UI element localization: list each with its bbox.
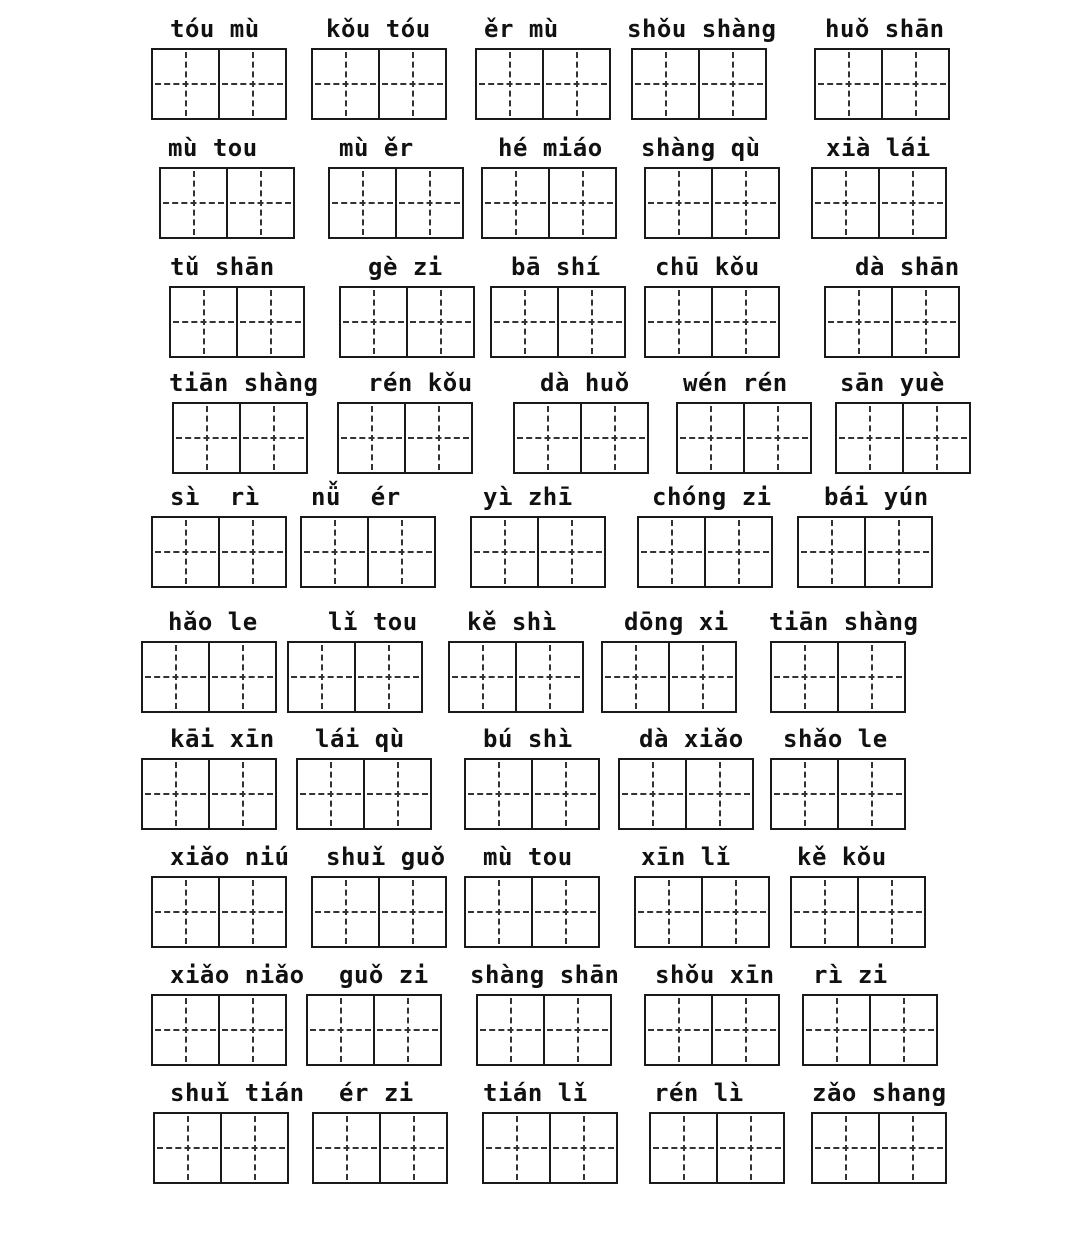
character-cell[interactable] [878,1114,945,1182]
word-item [295,722,455,834]
pinyin-label: xiǎo niǎo [170,961,305,989]
word-item [338,250,498,362]
character-cell[interactable] [308,996,373,1064]
character-cell[interactable] [314,1114,379,1182]
tianzige-box[interactable] [448,641,584,713]
character-cell[interactable] [174,404,239,472]
character-cell[interactable] [837,643,904,711]
character-cell[interactable] [813,169,878,237]
tianzige-box[interactable] [470,516,606,588]
word-item [447,605,607,717]
tianzige-box[interactable] [481,167,617,239]
character-cell[interactable] [772,643,837,711]
character-cell[interactable] [153,518,218,586]
pinyin-label: shàng shān [470,961,620,989]
tianzige-box[interactable] [476,994,612,1066]
character-cell[interactable] [153,50,218,118]
pinyin-label: guǒ zi [339,961,429,989]
tianzige-box[interactable] [306,994,442,1066]
tianzige-box[interactable] [811,1112,947,1184]
tianzige-box[interactable] [637,516,773,588]
pinyin-label: shàng qù [641,134,761,162]
character-cell[interactable] [603,643,668,711]
word-item [823,250,983,362]
tianzige-box[interactable] [644,167,780,239]
character-cell[interactable] [218,878,285,946]
character-cell[interactable] [881,50,948,118]
word-item [813,12,973,124]
word-item [150,958,310,1070]
word-item [600,605,760,717]
character-cell[interactable] [208,643,275,711]
pinyin-label: kāi xīn [170,725,275,753]
character-cell[interactable] [239,404,306,472]
character-cell[interactable] [557,288,624,356]
character-cell[interactable] [161,169,226,237]
tianzige-box[interactable] [151,876,287,948]
word-item [470,958,635,1070]
word-item [327,131,487,243]
character-cell[interactable] [636,878,701,946]
character-cell[interactable] [313,50,378,118]
character-cell[interactable] [478,996,543,1064]
word-item [336,366,496,478]
character-cell[interactable] [902,404,969,472]
tianzige-box[interactable] [482,1112,618,1184]
character-cell[interactable] [466,760,531,828]
character-cell[interactable] [685,760,752,828]
character-cell[interactable] [367,518,434,586]
character-cell[interactable] [646,996,711,1064]
word-item [474,12,634,124]
character-cell[interactable] [531,878,598,946]
character-cell[interactable] [515,404,580,472]
word-item [796,480,956,592]
pinyin-label: rì zi [813,961,888,989]
pinyin-label: bā shí [511,253,601,281]
character-cell[interactable] [379,1114,446,1182]
word-item [643,958,803,1070]
character-cell[interactable] [218,996,285,1064]
tianzige-box[interactable] [464,758,600,830]
tianzige-box[interactable] [811,167,947,239]
pinyin-label: sì rì [170,483,260,511]
word-item [305,958,465,1070]
pinyin-label: sān yuè [840,369,945,397]
word-item [810,1076,970,1188]
character-cell[interactable] [339,404,404,472]
tianzige-box[interactable] [644,286,780,358]
tianzige-box[interactable] [159,167,295,239]
character-cell[interactable] [711,169,778,237]
word-item [512,366,672,478]
pinyin-label: rén lì [654,1079,744,1107]
character-cell[interactable] [537,518,604,586]
pinyin-label: shuǐ guǒ [326,843,446,871]
word-item [801,958,961,1070]
tianzige-box[interactable] [328,167,464,239]
word-item [489,250,649,362]
pinyin-label: xiǎo niú [170,843,290,871]
character-cell[interactable] [220,1114,287,1182]
pinyin-label: lái qù [315,725,405,753]
character-cell[interactable] [701,878,768,946]
word-item [627,12,790,124]
word-item [648,1076,808,1188]
character-cell[interactable] [143,760,208,828]
tianzige-box[interactable] [634,876,770,948]
character-cell[interactable] [208,760,275,828]
pinyin-label: gè zi [368,253,443,281]
character-cell[interactable] [639,518,704,586]
pinyin-label: shǒu xīn [655,961,775,989]
word-item [299,480,459,592]
character-cell[interactable] [515,643,582,711]
tianzige-box[interactable] [339,286,475,358]
tianzige-box[interactable] [802,994,938,1066]
word-item [286,605,446,717]
character-cell[interactable] [826,288,891,356]
pinyin-label: zǎo shang [812,1079,947,1107]
character-cell[interactable] [218,518,285,586]
character-cell[interactable] [171,288,236,356]
tianzige-box[interactable] [475,48,611,120]
pinyin-label: mù tou [168,134,258,162]
word-item [463,722,623,834]
character-cell[interactable] [477,50,542,118]
character-cell[interactable] [354,643,421,711]
character-cell[interactable] [302,518,367,586]
character-cell[interactable] [313,878,378,946]
pinyin-label: tián lǐ [483,1079,588,1107]
character-cell[interactable] [236,288,303,356]
tianzige-box[interactable] [644,994,780,1066]
character-cell[interactable] [792,878,857,946]
tianzige-box[interactable] [337,402,473,474]
word-item [469,480,629,592]
pinyin-label: tǔ shān [170,253,275,281]
tianzige-box[interactable] [151,994,287,1066]
tianzige-box[interactable] [151,48,287,120]
pinyin-label: xīn lǐ [641,843,731,871]
character-cell[interactable] [548,169,615,237]
word-item [481,1076,641,1188]
character-cell[interactable] [542,50,609,118]
pinyin-label: rén kǒu [368,369,473,397]
character-cell[interactable] [218,50,285,118]
character-cell[interactable] [816,50,881,118]
character-cell[interactable] [704,518,771,586]
character-cell[interactable] [543,996,610,1064]
word-item [310,840,470,952]
character-cell[interactable] [363,760,430,828]
pinyin-label: dà xiǎo [639,725,744,753]
character-cell[interactable] [864,518,931,586]
word-item [675,366,835,478]
pinyin-label: lǐ tou [328,608,418,636]
pinyin-label: dà shān [855,253,960,281]
pinyin-label: tóu mù [170,15,260,43]
character-cell[interactable] [531,760,598,828]
tianzige-box[interactable] [601,641,737,713]
tianzige-box[interactable] [676,402,812,474]
tianzige-box[interactable] [153,1112,289,1184]
pinyin-label: kě kǒu [797,843,887,871]
word-item [769,722,929,834]
character-cell[interactable] [651,1114,716,1182]
tianzige-box[interactable] [141,641,277,713]
character-cell[interactable] [837,760,904,828]
tianzige-box[interactable] [770,758,906,830]
character-cell[interactable] [226,169,293,237]
character-cell[interactable] [804,996,869,1064]
character-cell[interactable] [711,288,778,356]
tianzige-box[interactable] [814,48,950,120]
character-cell[interactable] [668,643,735,711]
character-cell[interactable] [298,760,363,828]
pinyin-label: mù ěr [339,134,414,162]
character-cell[interactable] [373,996,440,1064]
tianzige-box[interactable] [311,48,447,120]
character-cell[interactable] [378,878,445,946]
pinyin-label: bái yún [824,483,929,511]
word-item [789,840,949,952]
character-cell[interactable] [878,169,945,237]
pinyin-label: bú shì [483,725,573,753]
pinyin-label: shǎo le [783,725,888,753]
character-cell[interactable] [466,878,531,946]
character-cell[interactable] [143,643,208,711]
pinyin-label: mù tou [483,843,573,871]
word-item [150,12,310,124]
character-cell[interactable] [406,288,473,356]
tianzige-box[interactable] [311,876,447,948]
character-cell[interactable] [153,996,218,1064]
word-item [150,480,310,592]
word-item [810,131,970,243]
character-cell[interactable] [620,760,685,828]
tianzige-box[interactable] [464,876,600,948]
pinyin-label: shǒu shàng [627,15,777,43]
pinyin-label: chóng zi [652,483,772,511]
character-cell[interactable] [484,1114,549,1182]
character-cell[interactable] [716,1114,783,1182]
tianzige-box[interactable] [169,286,305,358]
tianzige-box[interactable] [287,641,423,713]
pinyin-label: tiān shàng [769,608,919,636]
word-item [140,722,300,834]
tianzige-box[interactable] [312,1112,448,1184]
character-cell[interactable] [633,50,698,118]
pinyin-label: dà huǒ [540,369,630,397]
character-cell[interactable] [646,169,711,237]
character-cell[interactable] [891,288,958,356]
character-cell[interactable] [772,760,837,828]
character-cell[interactable] [378,50,445,118]
character-cell[interactable] [857,878,924,946]
word-item [834,366,994,478]
character-cell[interactable] [289,643,354,711]
pinyin-label: xià lái [826,134,931,162]
pinyin-label: chū kǒu [655,253,760,281]
word-item [633,840,793,952]
pinyin-label: nǚ ér [311,483,401,511]
word-item [158,131,318,243]
pinyin-label: ér zi [339,1079,414,1107]
tianzige-box[interactable] [618,758,754,830]
pinyin-label: ěr mù [484,15,559,43]
pinyin-label: hǎo le [168,608,258,636]
tianzige-box[interactable] [490,286,626,358]
tianzige-box[interactable] [797,516,933,588]
character-cell[interactable] [153,878,218,946]
word-item [152,1076,312,1188]
word-item [617,722,777,834]
pinyin-label: tiān shàng [169,369,319,397]
tianzige-box[interactable] [141,758,277,830]
tianzige-box[interactable] [649,1112,785,1184]
character-cell[interactable] [837,404,902,472]
character-cell[interactable] [450,643,515,711]
word-item [463,840,623,952]
word-item [171,366,331,478]
tianzige-box[interactable] [824,286,960,358]
pinyin-label: wén rén [683,369,788,397]
tianzige-box[interactable] [172,402,308,474]
word-item [643,250,803,362]
character-cell[interactable] [492,288,557,356]
tianzige-box[interactable] [835,402,971,474]
pinyin-label: kǒu tóu [326,15,431,43]
character-cell[interactable] [743,404,810,472]
word-item [311,1076,471,1188]
character-cell[interactable] [646,288,711,356]
pinyin-label: shuǐ tián [170,1079,305,1107]
tianzige-box[interactable] [770,641,906,713]
word-item [168,250,328,362]
word-item [150,840,310,952]
character-cell[interactable] [155,1114,220,1182]
pinyin-label: kě shì [467,608,557,636]
tianzige-box[interactable] [300,516,436,588]
character-cell[interactable] [549,1114,616,1182]
word-item [769,605,929,717]
tianzige-box[interactable] [631,48,767,120]
tianzige-box[interactable] [296,758,432,830]
tianzige-box[interactable] [151,516,287,588]
character-cell[interactable] [341,288,406,356]
pinyin-label: dōng xi [624,608,729,636]
character-cell[interactable] [698,50,765,118]
word-item [643,131,803,243]
character-cell[interactable] [813,1114,878,1182]
pinyin-label: hé miáo [498,134,603,162]
pinyin-label: yì zhī [483,483,573,511]
character-cell[interactable] [869,996,936,1064]
character-cell[interactable] [678,404,743,472]
character-cell[interactable] [404,404,471,472]
word-item [140,605,300,717]
word-item [480,131,640,243]
character-cell[interactable] [711,996,778,1064]
character-cell[interactable] [483,169,548,237]
character-cell[interactable] [395,169,462,237]
character-cell[interactable] [330,169,395,237]
character-cell[interactable] [472,518,537,586]
word-item [310,12,470,124]
character-cell[interactable] [799,518,864,586]
word-item [636,480,796,592]
character-cell[interactable] [580,404,647,472]
pinyin-label: huǒ shān [825,15,945,43]
tianzige-box[interactable] [790,876,926,948]
tianzige-box[interactable] [513,402,649,474]
